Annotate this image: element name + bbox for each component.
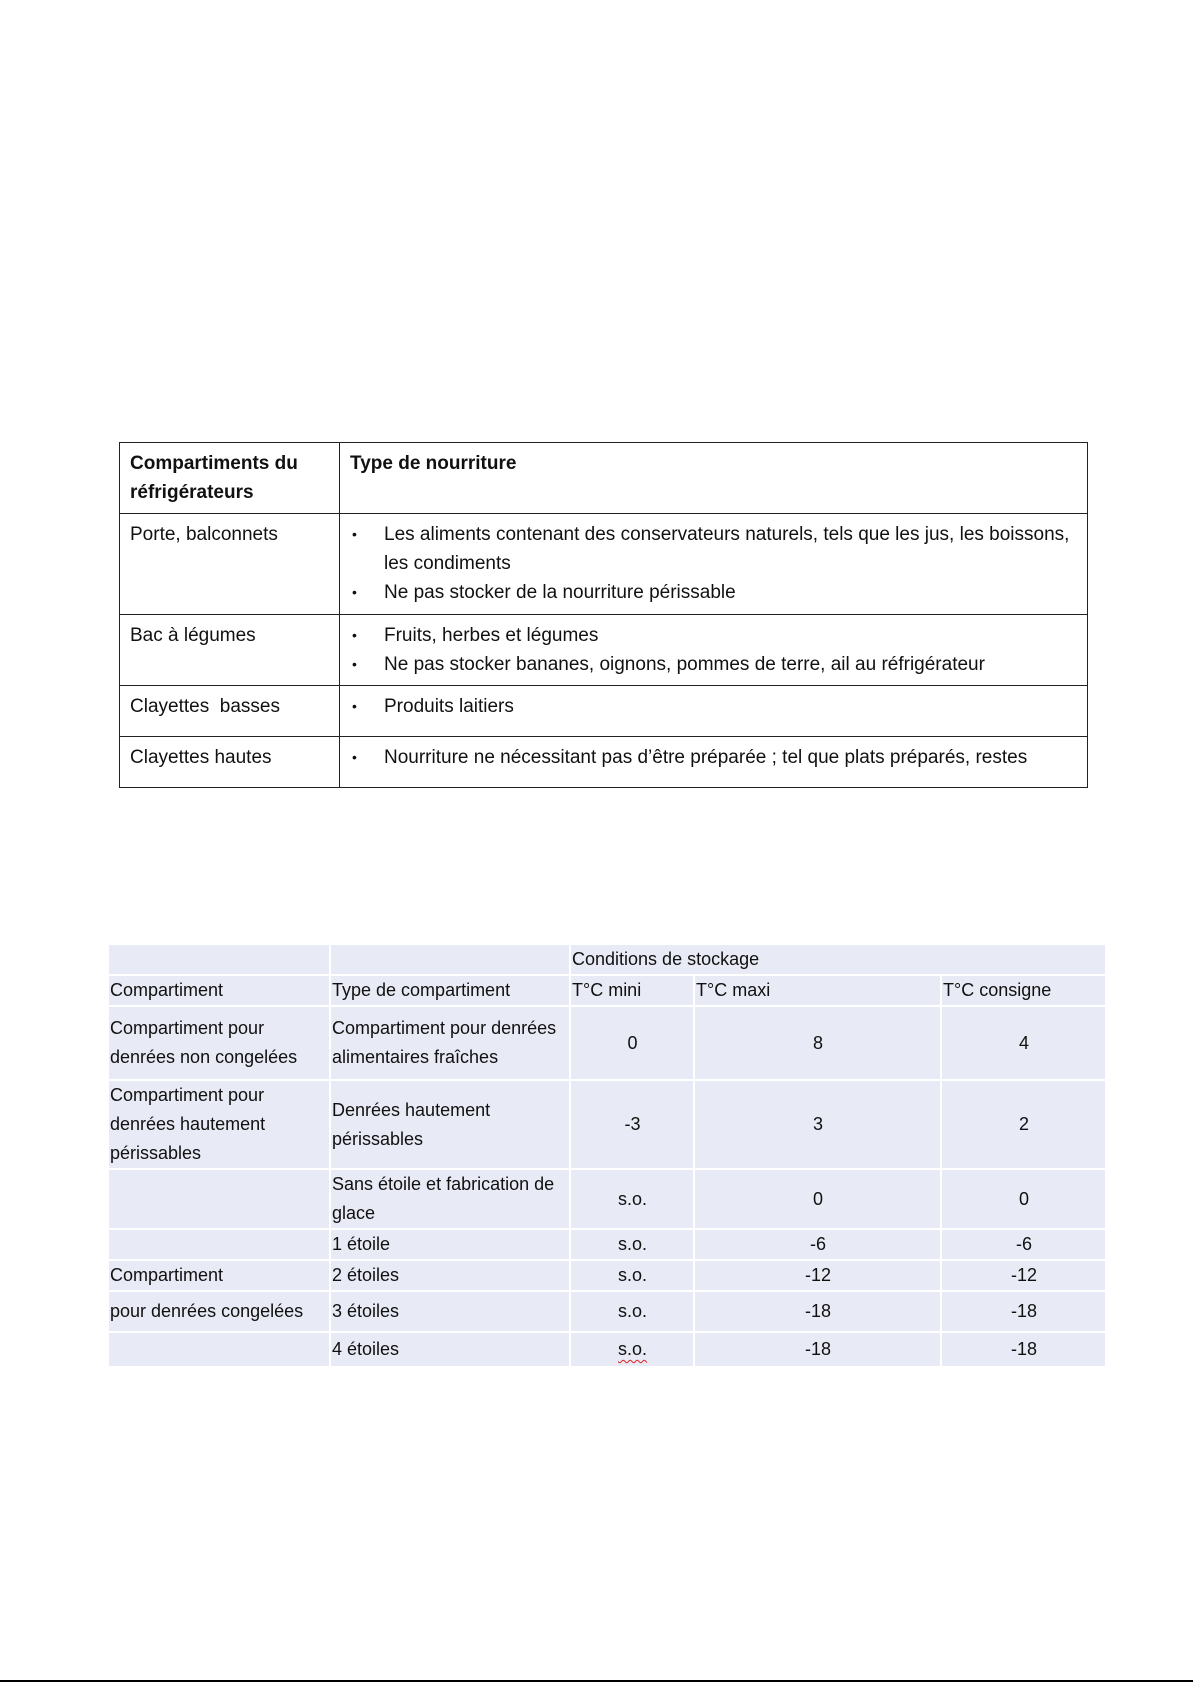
temp-setpoint-cell: -6 bbox=[942, 1230, 1105, 1259]
header-compartments: Compartiments du réfrigérateurs bbox=[120, 443, 340, 514]
food-type-cell bbox=[340, 686, 1088, 737]
food-type-cell bbox=[340, 514, 1088, 615]
temp-min-cell: s.o. bbox=[571, 1170, 693, 1228]
compartment-cell bbox=[109, 1170, 329, 1228]
temp-min-cell: s.o. bbox=[571, 1261, 693, 1290]
temp-max-cell: 0 bbox=[695, 1170, 940, 1228]
list-item: • Nourriture ne nécessitant pas d’être préparée ; tel que plats préparés, restes bbox=[350, 743, 1077, 772]
food-compartment-table bbox=[119, 442, 1088, 788]
table-row bbox=[120, 615, 1088, 686]
empty-cell bbox=[331, 945, 569, 974]
header-temp-min: T°C mini bbox=[571, 976, 693, 1005]
compartment-cell: Clayettes hautes bbox=[120, 737, 340, 788]
temp-setpoint-cell: 4 bbox=[942, 1007, 1105, 1079]
header-temp-max: T°C maxi bbox=[695, 976, 940, 1005]
temp-max-cell: 3 bbox=[695, 1081, 940, 1168]
compartment-cell: Porte, balconnets bbox=[120, 514, 340, 615]
list-item: • Produits laitiers bbox=[350, 692, 1077, 721]
type-cell: 1 étoile bbox=[331, 1230, 569, 1259]
temp-setpoint-cell: -18 bbox=[942, 1333, 1105, 1366]
temp-setpoint-cell: -12 bbox=[942, 1261, 1105, 1290]
temp-min-cell: 0 bbox=[571, 1007, 693, 1079]
list-item: • Fruits, herbes et légumes bbox=[350, 621, 1077, 650]
temp-max-cell: -12 bbox=[695, 1261, 940, 1290]
bullet-list bbox=[350, 692, 1077, 721]
bullet-list bbox=[350, 621, 1077, 679]
table-row bbox=[109, 1261, 1105, 1290]
bullet-list bbox=[350, 520, 1077, 607]
spellcheck-underline-text: s.o. bbox=[617, 1339, 647, 1359]
header-compartment-type: Type de compartiment bbox=[331, 976, 569, 1005]
type-cell: Sans étoile et fabrication de glace bbox=[331, 1170, 569, 1228]
bullet-list bbox=[350, 743, 1077, 772]
compartment-cell bbox=[109, 1333, 329, 1366]
temp-max-cell: -6 bbox=[695, 1230, 940, 1259]
storage-conditions-header: Conditions de stockage bbox=[571, 945, 1105, 974]
temp-setpoint-cell: 2 bbox=[942, 1081, 1105, 1168]
table-header-row bbox=[120, 443, 1088, 514]
temp-setpoint-cell: 0 bbox=[942, 1170, 1105, 1228]
temp-min-cell: s.o. bbox=[571, 1230, 693, 1259]
table-row bbox=[109, 1230, 1105, 1259]
table-row bbox=[109, 1007, 1105, 1079]
table-row bbox=[109, 1170, 1105, 1228]
temp-max-cell: -18 bbox=[695, 1333, 940, 1366]
table-row bbox=[109, 1333, 1105, 1366]
type-cell: Compartiment pour denrées alimentaires fraîches bbox=[331, 1007, 569, 1079]
table-row bbox=[120, 514, 1088, 615]
group-header-row bbox=[109, 945, 1105, 974]
compartment-cell: Compartiment pour denrées hautement périssables bbox=[109, 1081, 329, 1168]
list-item: • Ne pas stocker de la nourriture périssable bbox=[350, 578, 1077, 607]
empty-cell bbox=[109, 945, 329, 974]
list-item: • Ne pas stocker bananes, oignons, pommes de terre, ail au réfrigérateur bbox=[350, 650, 1077, 679]
type-cell: Denrées hautement périssables bbox=[331, 1081, 569, 1168]
table-row bbox=[120, 737, 1088, 788]
compartment-cell: Compartiment bbox=[109, 1261, 329, 1290]
food-type-cell bbox=[340, 737, 1088, 788]
type-cell: 2 étoiles bbox=[331, 1261, 569, 1290]
column-header-row bbox=[109, 976, 1105, 1005]
list-item: • Les aliments contenant des conservateurs naturels, tels que les jus, les boissons, les condiments bbox=[350, 520, 1077, 578]
compartment-cell: pour denrées congelées bbox=[109, 1292, 329, 1331]
page-bottom-rule bbox=[0, 1680, 1193, 1682]
compartment-cell: Bac à légumes bbox=[120, 615, 340, 686]
temp-min-cell bbox=[571, 1333, 693, 1366]
compartment-cell: Compartiment pour denrées non congelées bbox=[109, 1007, 329, 1079]
compartment-cell: Clayettes basses bbox=[120, 686, 340, 737]
table-row bbox=[120, 686, 1088, 737]
temp-max-cell: -18 bbox=[695, 1292, 940, 1331]
food-type-cell bbox=[340, 615, 1088, 686]
table-row bbox=[109, 1081, 1105, 1168]
temp-max-cell: 8 bbox=[695, 1007, 940, 1079]
temp-setpoint-cell: -18 bbox=[942, 1292, 1105, 1331]
type-cell: 4 étoiles bbox=[331, 1333, 569, 1366]
compartment-cell bbox=[109, 1230, 329, 1259]
table-row bbox=[109, 1292, 1105, 1331]
temp-min-cell: s.o. bbox=[571, 1292, 693, 1331]
header-temp-setpoint: T°C consigne bbox=[942, 976, 1105, 1005]
temp-min-cell: -3 bbox=[571, 1081, 693, 1168]
header-food-type: Type de nourriture bbox=[340, 443, 1088, 514]
storage-conditions-table bbox=[107, 943, 1107, 1368]
header-compartment: Compartiment bbox=[109, 976, 329, 1005]
type-cell: 3 étoiles bbox=[331, 1292, 569, 1331]
